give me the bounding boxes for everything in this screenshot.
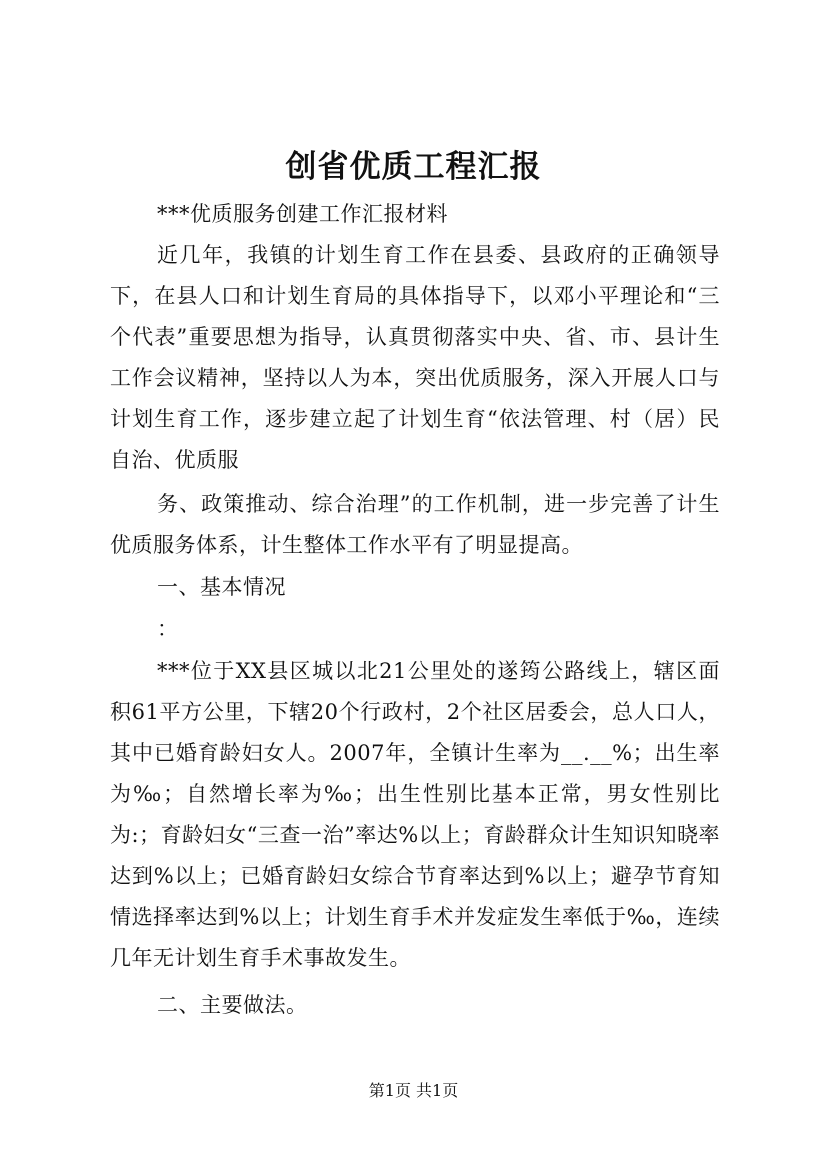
section-1-heading: 一、基本情况 [157, 575, 286, 599]
document-title: 创省优质工程汇报 [285, 149, 542, 185]
document-subtitle: ***优质服务创建工作汇报材料 [157, 202, 448, 226]
section-1-body: ***位于XX县区城以北21公里处的遂筠公路线上，辖区面积61平方公里，下辖20个行政村，2个社区居委会，总人口人，其中已婚育龄妇女人。2007年，全镇计生率为__.__%；出生率为‰；自然增长率为‰；出生性别比基本正常，男女性别比为:；育龄妇女“三查一治”率达%以上；育龄群众计生知识知晓率达到%以上；已婚育龄妇女综合节育率达到%以上；避孕节育知情选择率达到%以上；计划生育手术并发症发生率低于‰，连续几年无计划生育手术事故发生。 [110, 659, 720, 970]
section-1-colon-line: ： [157, 617, 179, 641]
intro-paragraph-1: 近几年，我镇的计划生育工作在县委、县政府的正确领导下，在县人口和计划生育局的具体指导下，以邓小平理论和“三个代表”重要思想为指导，认真贯彻落实中央、省、市、县计生工作会议精神，坚持以人为本，突出优质服务，深入开展人口与计划生育工作，逐步建立起了计划生育“依法管理、村（居）民自治、优质服 [110, 243, 720, 472]
page-footer: 第1页 共1页 [368, 1081, 459, 1100]
section-2-heading: 二、主要做法。 [157, 993, 308, 1017]
intro-paragraph-2: 务、政策推动、综合治理”的工作机制，进一步完善了计生优质服务体系，计生整体工作水平有了明显提高。 [110, 492, 720, 557]
